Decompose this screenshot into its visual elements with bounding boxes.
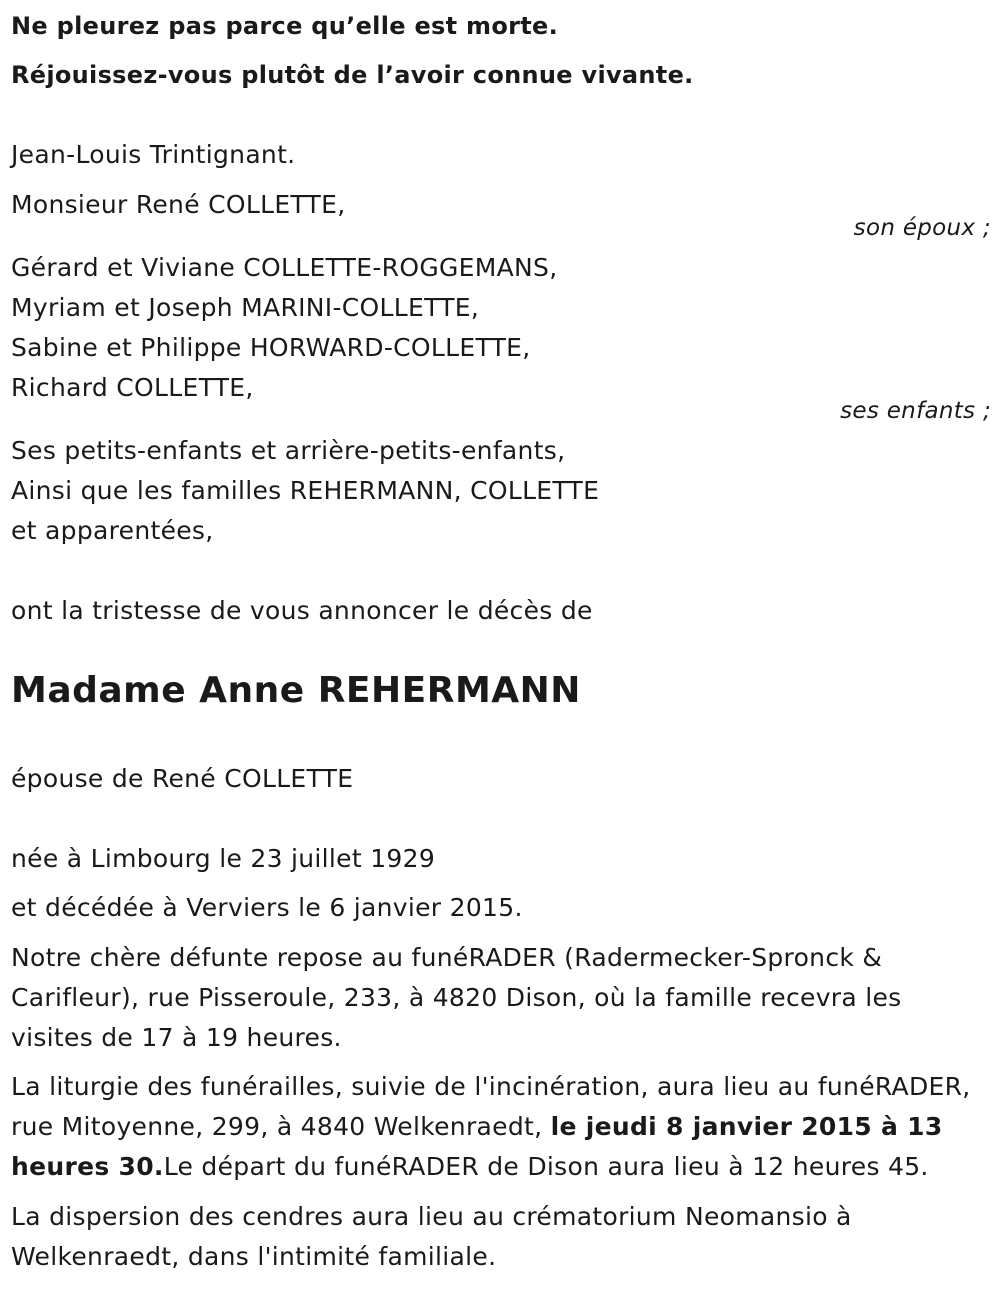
husband-name: Monsieur René COLLETTE, <box>11 190 346 219</box>
family-line-2: Ainsi que les familles REHERMANN, COLLETTE <box>11 476 600 505</box>
child-1: Gérard et Viviane COLLETTE-ROGGEMANS, <box>11 253 558 282</box>
child-2: Myriam et Joseph MARINI-COLLETTE, <box>11 293 480 322</box>
child-4: Richard COLLETTE, <box>11 373 254 402</box>
funeral-date-time: le jeudi 8 janvier 2015 à 13 heures 30. <box>11 1112 943 1181</box>
family-line-3: et apparentées, <box>11 516 214 545</box>
spouse-line: épouse de René COLLETTE <box>11 764 354 793</box>
child-3: Sabine et Philippe HORWARD-COLLETTE, <box>11 333 531 362</box>
deceased-name: Madame Anne REHERMANN <box>11 670 581 711</box>
quote-line-2: Réjouissez-vous plutôt de l’avoir connue vivante. <box>11 61 694 89</box>
quote-line-1: Ne pleurez pas parce qu’elle est morte. <box>11 12 559 40</box>
announcement: ont la tristesse de vous annoncer le décès de <box>11 596 593 625</box>
children-role: ses enfants ; <box>840 398 991 424</box>
funeral-text-after: Le départ du funéRADER de Dison aura lieu à 12 heures 45. <box>163 1152 929 1181</box>
funeral-text-before: La liturgie des funérailles, suivie de l'incinération, aura lieu au funéRADER, rue Mitoyenne, 299, à 4840 Welkenraedt, <box>11 1072 971 1141</box>
quote-author: Jean-Louis Trintignant. <box>11 140 296 169</box>
husband-role: son époux ; <box>853 215 991 241</box>
death-line: et décédée à Verviers le 6 janvier 2015. <box>11 893 523 922</box>
funeral-paragraph <box>11 1067 991 1187</box>
dispersion-paragraph: La dispersion des cendres aura lieu au crématorium Neomansio à Welkenraedt, dans l'intimité familiale. <box>11 1202 852 1271</box>
birth-line: née à Limbourg le 23 juillet 1929 <box>11 844 436 873</box>
family-line-1: Ses petits-enfants et arrière-petits-enfants, <box>11 436 566 465</box>
visitation-paragraph: Notre chère défunte repose au funéRADER (Radermecker-Spronck & Carifleur), rue Pisseroule, 233, à 4820 Dison, où la famille recevra les visites de 17 à 19 heures. <box>11 943 902 1052</box>
